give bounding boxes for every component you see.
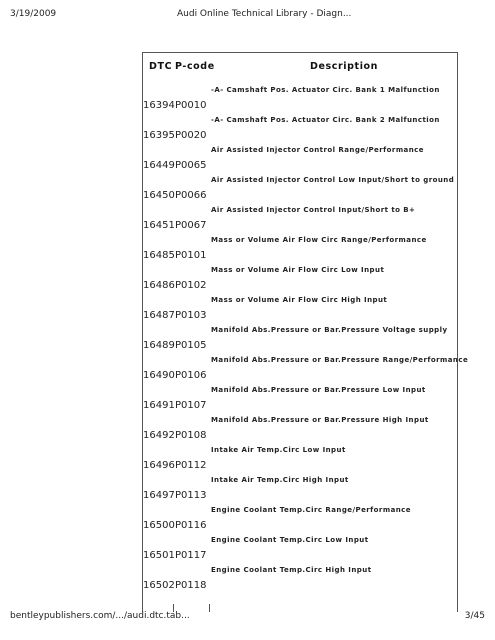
pcode-cell: P0010	[175, 100, 207, 111]
pcode-cell: P0020	[175, 130, 207, 141]
dtc-cell: 16497	[143, 490, 175, 501]
pcode-cell: P0112	[175, 460, 207, 471]
dtc-cell: 16451	[143, 220, 175, 231]
description-cell: Manifold Abs.Pressure or Bar.Pressure High Input	[211, 416, 429, 424]
table-row	[142, 384, 458, 414]
description-cell: Intake Air Temp.Circ High Input	[211, 476, 349, 484]
pcode-cell: P0101	[175, 250, 207, 261]
table-row	[142, 204, 458, 234]
print-date: 3/19/2009	[10, 9, 57, 19]
table-row	[142, 114, 458, 144]
description-cell: Air Assisted Injector Control Low Input/Short to ground	[211, 176, 455, 184]
description-cell: Engine Coolant Temp.Circ High Input	[211, 566, 372, 574]
description-cell: Engine Coolant Temp.Circ Low Input	[211, 536, 369, 544]
description-cell: Manifold Abs.Pressure or Bar.Pressure Low Input	[211, 386, 426, 394]
column-header-pcode: P-code	[175, 61, 215, 72]
page-title: Audi Online Technical Library - Diagn...	[177, 9, 352, 19]
description-cell: Mass or Volume Air Flow Circ Range/Performance	[211, 236, 427, 244]
table-top-border	[142, 52, 458, 53]
dtc-table	[142, 52, 469, 612]
table-row	[142, 444, 458, 474]
pcode-cell: P0118	[175, 580, 207, 591]
pcode-cell: P0065	[175, 160, 207, 171]
dtc-cell: 16501	[143, 550, 175, 561]
table-row	[142, 324, 458, 354]
table-row	[142, 414, 458, 444]
pcode-cell: P0066	[175, 190, 207, 201]
description-cell: Mass or Volume Air Flow Circ Low Input	[211, 266, 385, 274]
table-row	[142, 504, 458, 534]
column-header-dtc: DTC	[149, 61, 173, 72]
description-cell: -A- Camshaft Pos. Actuator Circ. Bank 1 Malfunction	[211, 86, 440, 94]
pcode-cell: P0067	[175, 220, 207, 231]
table-row	[142, 354, 469, 384]
dtc-cell: 16502	[143, 580, 175, 591]
dtc-cell: 16489	[143, 340, 175, 351]
description-cell: Mass or Volume Air Flow Circ High Input	[211, 296, 388, 304]
dtc-cell: 16394	[143, 100, 175, 111]
dtc-cell: 16395	[143, 130, 175, 141]
table-row	[142, 564, 458, 594]
description-cell: Engine Coolant Temp.Circ Range/Performance	[211, 506, 411, 514]
table-row	[142, 294, 458, 324]
description-cell: -A- Camshaft Pos. Actuator Circ. Bank 2 Malfunction	[211, 116, 440, 124]
dtc-cell: 16492	[143, 430, 175, 441]
table-row	[142, 84, 458, 114]
page-number: 3/45	[464, 611, 485, 621]
page-footer	[0, 611, 495, 625]
table-row	[142, 234, 458, 264]
dtc-cell: 16450	[143, 190, 175, 201]
dtc-cell: 16485	[143, 250, 175, 261]
table-row	[142, 144, 458, 174]
pcode-cell: P0106	[175, 370, 207, 381]
dtc-cell: 16449	[143, 160, 175, 171]
table-row	[142, 174, 458, 204]
dtc-cell: 16496	[143, 460, 175, 471]
pcode-cell: P0113	[175, 490, 207, 501]
column-header-description: Description	[310, 61, 379, 72]
page-header	[0, 9, 495, 23]
description-cell: Manifold Abs.Pressure or Bar.Pressure Voltage supply	[211, 326, 448, 334]
pcode-cell: P0103	[175, 310, 207, 321]
dtc-cell: 16487	[143, 310, 175, 321]
table-row	[142, 264, 458, 294]
pcode-cell: P0108	[175, 430, 207, 441]
pcode-cell: P0117	[175, 550, 207, 561]
dtc-cell: 16486	[143, 280, 175, 291]
pcode-cell: P0105	[175, 340, 207, 351]
dtc-cell: 16490	[143, 370, 175, 381]
description-cell: Intake Air Temp.Circ Low Input	[211, 446, 346, 454]
description-cell: Air Assisted Injector Control Range/Performance	[211, 146, 424, 154]
pcode-cell: P0102	[175, 280, 207, 291]
footer-url: bentleypublishers.com/.../audi.dtc.tab...	[10, 611, 190, 621]
table-row	[142, 534, 458, 564]
dtc-cell: 16491	[143, 400, 175, 411]
description-cell: Air Assisted Injector Control Input/Short to B+	[211, 206, 416, 214]
pcode-cell: P0107	[175, 400, 207, 411]
table-row	[142, 474, 458, 504]
dtc-cell: 16500	[143, 520, 175, 531]
description-cell: Manifold Abs.Pressure or Bar.Pressure Range/Performance	[211, 356, 469, 364]
pcode-cell: P0116	[175, 520, 207, 531]
